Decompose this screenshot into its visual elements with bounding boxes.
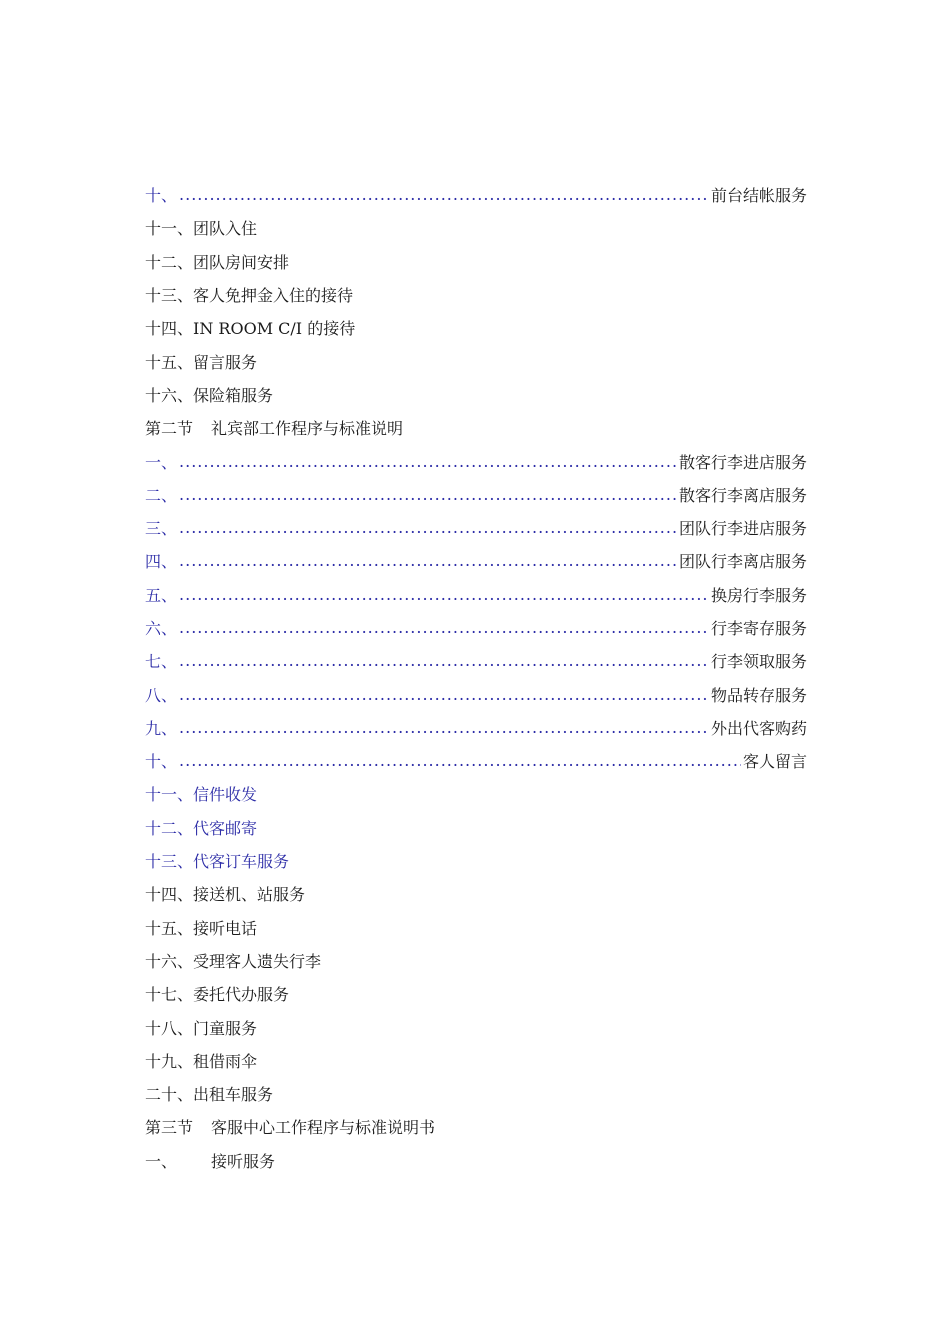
toc-entry[interactable] xyxy=(145,677,807,710)
section-title: 礼宾部工作程序与标准说明 xyxy=(211,419,404,439)
toc-entry-title: 接听服务 xyxy=(211,1151,276,1171)
toc-entry xyxy=(145,1110,807,1143)
toc-entry xyxy=(145,944,807,977)
toc-entry xyxy=(145,311,807,344)
toc-dot-leader xyxy=(179,685,709,704)
toc-entry xyxy=(145,278,807,311)
toc-entry-title: 十一、信件收发 xyxy=(145,785,258,805)
toc-entry-title: 十三、客人免押金入住的接待 xyxy=(145,286,354,306)
toc-entry[interactable] xyxy=(145,578,807,611)
toc-entry[interactable] xyxy=(145,511,807,544)
toc-entry[interactable] xyxy=(145,744,807,777)
toc-dot-leader xyxy=(179,751,741,770)
toc-entry-number: 五、 xyxy=(145,585,178,605)
toc-entry[interactable] xyxy=(145,544,807,577)
toc-entry-title: 行李领取服务 xyxy=(710,652,807,672)
toc-entry xyxy=(145,977,807,1010)
toc-entry xyxy=(145,1077,807,1110)
toc-entry-title: 行李寄存服务 xyxy=(710,619,807,638)
toc-entry-title: 外出代客购药 xyxy=(710,718,807,738)
toc-entry-title: 物品转存服务 xyxy=(710,685,807,705)
toc-entry-title: 散客行李进店服务 xyxy=(678,452,807,472)
toc-entry-title: 十三、代客订车服务 xyxy=(145,852,290,872)
toc-entry-number: 八、 xyxy=(145,685,178,705)
toc-dot-leader xyxy=(179,485,677,504)
toc-entry-title: 十二、团队房间安排 xyxy=(145,252,290,272)
toc-entry xyxy=(145,911,807,944)
toc-entry-number: 十、 xyxy=(145,186,178,206)
toc-entry xyxy=(145,1044,807,1077)
toc-entry-title: 散客行李离店服务 xyxy=(678,485,807,505)
toc-entry[interactable] xyxy=(145,611,807,644)
toc-dot-leader xyxy=(179,618,709,637)
toc-dot-leader xyxy=(179,718,709,737)
toc-entry-number: 十、 xyxy=(145,752,178,772)
toc-entry[interactable] xyxy=(145,644,807,677)
toc-entry-title: 十五、接听电话 xyxy=(145,918,258,938)
section-title: 客服中心工作程序与标准说明书 xyxy=(211,1118,436,1138)
toc-entry-title: 十二、代客邮寄 xyxy=(145,818,258,838)
toc-entry xyxy=(145,1144,807,1177)
toc-entry[interactable] xyxy=(145,444,807,477)
toc-entry-title: 十一、团队入住 xyxy=(145,219,258,239)
toc-entry-title: 十六、保险箱服务 xyxy=(145,385,274,405)
toc-entry-title: 十五、留言服务 xyxy=(145,352,258,372)
toc-entry-number: 二、 xyxy=(145,485,178,505)
toc-entry-title: 前台结帐服务 xyxy=(710,186,807,206)
toc-entry-title: 十八、门童服务 xyxy=(145,1018,258,1038)
toc-entry-title: 十四、IN ROOM C/I 的接待 xyxy=(145,319,356,339)
toc-entry xyxy=(145,211,807,244)
toc-entry-number: 三、 xyxy=(145,519,178,539)
toc-dot-leader xyxy=(179,452,677,471)
toc-entry-title: 十四、接送机、站服务 xyxy=(145,885,306,905)
toc-entry-title: 换房行李服务 xyxy=(710,585,807,605)
toc-entry[interactable] xyxy=(145,178,807,211)
toc-entry-number: 九、 xyxy=(145,718,178,738)
toc-entry-number: 一、 xyxy=(145,452,178,472)
toc-entry-title: 团队行李进店服务 xyxy=(678,519,807,539)
section-number: 第三节 xyxy=(145,1118,194,1138)
toc-entry-title: 十六、受理客人遗失行李 xyxy=(145,951,322,971)
toc-entry xyxy=(145,1010,807,1043)
table-of-contents xyxy=(145,178,807,1177)
toc-entry-title: 十九、租借雨伞 xyxy=(145,1051,258,1071)
toc-entry[interactable] xyxy=(145,777,807,810)
toc-dot-leader xyxy=(179,518,677,537)
section-number: 第二节 xyxy=(145,419,194,439)
toc-entry-number: 六、 xyxy=(145,619,178,638)
toc-entry xyxy=(145,378,807,411)
toc-entry xyxy=(145,411,807,444)
toc-entry-number: 一、 xyxy=(145,1151,178,1171)
toc-entry[interactable] xyxy=(145,711,807,744)
toc-entry-title: 团队行李离店服务 xyxy=(678,552,807,572)
toc-dot-leader xyxy=(179,585,709,604)
toc-dot-leader xyxy=(179,551,677,570)
toc-entry[interactable] xyxy=(145,478,807,511)
toc-dot-leader xyxy=(179,185,709,204)
toc-entry xyxy=(145,245,807,278)
toc-entry-title: 二十、出租车服务 xyxy=(145,1085,274,1105)
toc-entry-title: 客人留言 xyxy=(742,752,807,772)
toc-entry xyxy=(145,344,807,377)
toc-entry[interactable] xyxy=(145,811,807,844)
toc-entry xyxy=(145,877,807,910)
toc-entry-title: 十七、委托代办服务 xyxy=(145,985,290,1005)
toc-entry-number: 四、 xyxy=(145,552,178,572)
toc-dot-leader xyxy=(179,651,709,670)
toc-entry[interactable] xyxy=(145,844,807,877)
toc-entry-number: 七、 xyxy=(145,652,178,672)
